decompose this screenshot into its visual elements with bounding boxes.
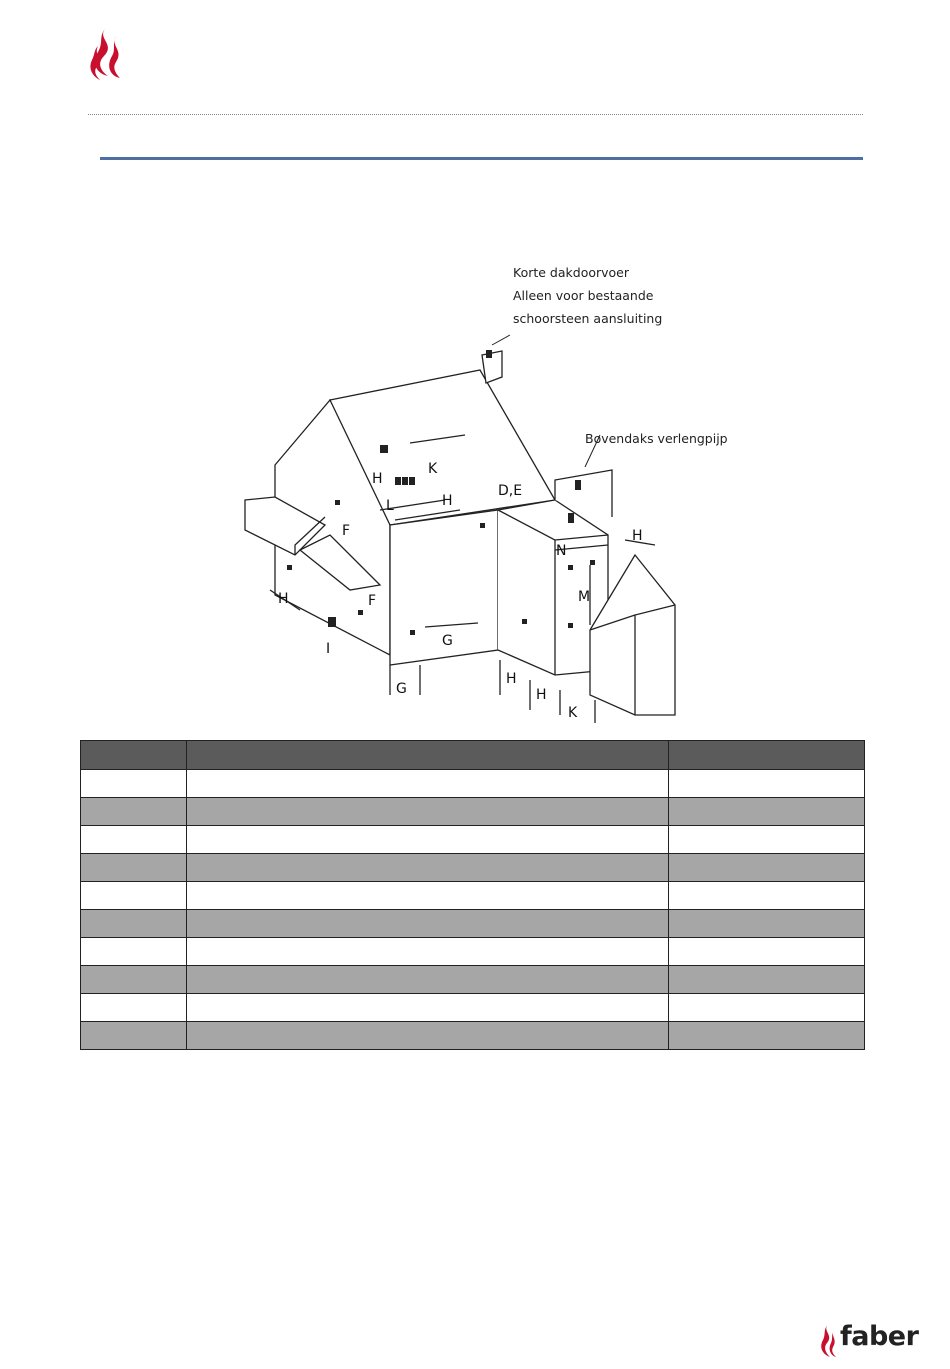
note-short-roof-1: Korte dakdoorvoer [513, 265, 630, 280]
table-cell [669, 854, 865, 882]
table-cell [669, 826, 865, 854]
label-f-lower: F [368, 593, 377, 609]
table-cell [187, 910, 669, 938]
chimney-placement-diagram [230, 255, 730, 725]
note-extension: Bovendaks verlengpijp [585, 431, 728, 446]
table-cell [81, 770, 187, 798]
header-divider [88, 114, 863, 115]
table-row [81, 938, 865, 966]
table-header-cell [187, 741, 669, 770]
table-row [81, 854, 865, 882]
label-h-bottom-2: H [536, 687, 547, 703]
table-header-cell [81, 741, 187, 770]
label-h-bottom-1: H [506, 671, 517, 687]
table-cell [187, 1022, 669, 1050]
section-rule [100, 157, 863, 160]
table-cell [669, 910, 865, 938]
label-k-roof: K [428, 461, 438, 477]
label-n: N [556, 543, 567, 559]
label-h-ridge: H [442, 493, 453, 509]
clearance-table [80, 740, 864, 1050]
table-cell [669, 882, 865, 910]
table-cell [187, 770, 669, 798]
brand-name: faber [840, 1321, 919, 1352]
table-row [81, 1022, 865, 1050]
label-f-upper: F [342, 523, 351, 539]
table-row [81, 910, 865, 938]
table-cell [187, 854, 669, 882]
table-cell [81, 798, 187, 826]
table-row [81, 966, 865, 994]
table-cell [669, 994, 865, 1022]
table-cell [669, 798, 865, 826]
table-cell [81, 854, 187, 882]
label-l-roof: L [386, 498, 394, 514]
table-cell [669, 1022, 865, 1050]
brand-logo [818, 1321, 928, 1361]
label-h-porch: H [278, 591, 289, 607]
table-cell [187, 798, 669, 826]
table-cell [81, 826, 187, 854]
label-de: D,E [498, 483, 523, 499]
table-row [81, 882, 865, 910]
table-cell [81, 966, 187, 994]
table-cell [187, 994, 669, 1022]
note-short-roof-3: schoorsteen aansluiting [513, 311, 663, 326]
table-cell [669, 966, 865, 994]
table-cell [81, 1022, 187, 1050]
table-cell [187, 966, 669, 994]
label-k-bottom: K [568, 705, 578, 721]
table-header-cell [669, 741, 865, 770]
table-cell [81, 994, 187, 1022]
table-cell [669, 938, 865, 966]
label-i: I [326, 641, 331, 657]
label-g-wall: G [442, 633, 453, 649]
table-row [81, 994, 865, 1022]
label-h-roof: H [372, 471, 383, 487]
table-cell [81, 910, 187, 938]
note-short-roof-2: Alleen voor bestaande [513, 288, 654, 303]
table-cell [81, 938, 187, 966]
table-header [81, 741, 865, 770]
table-cell [187, 826, 669, 854]
table-cell [187, 882, 669, 910]
table-row [81, 770, 865, 798]
table-row [81, 826, 865, 854]
flame-icon [86, 26, 130, 82]
flame-icon [818, 1323, 840, 1359]
label-g-corner: G [396, 681, 407, 697]
label-h-parapet: H [632, 528, 643, 544]
label-m: M [578, 589, 591, 605]
table-row [81, 798, 865, 826]
table-cell [187, 938, 669, 966]
table-cell [669, 770, 865, 798]
table-cell [81, 882, 187, 910]
